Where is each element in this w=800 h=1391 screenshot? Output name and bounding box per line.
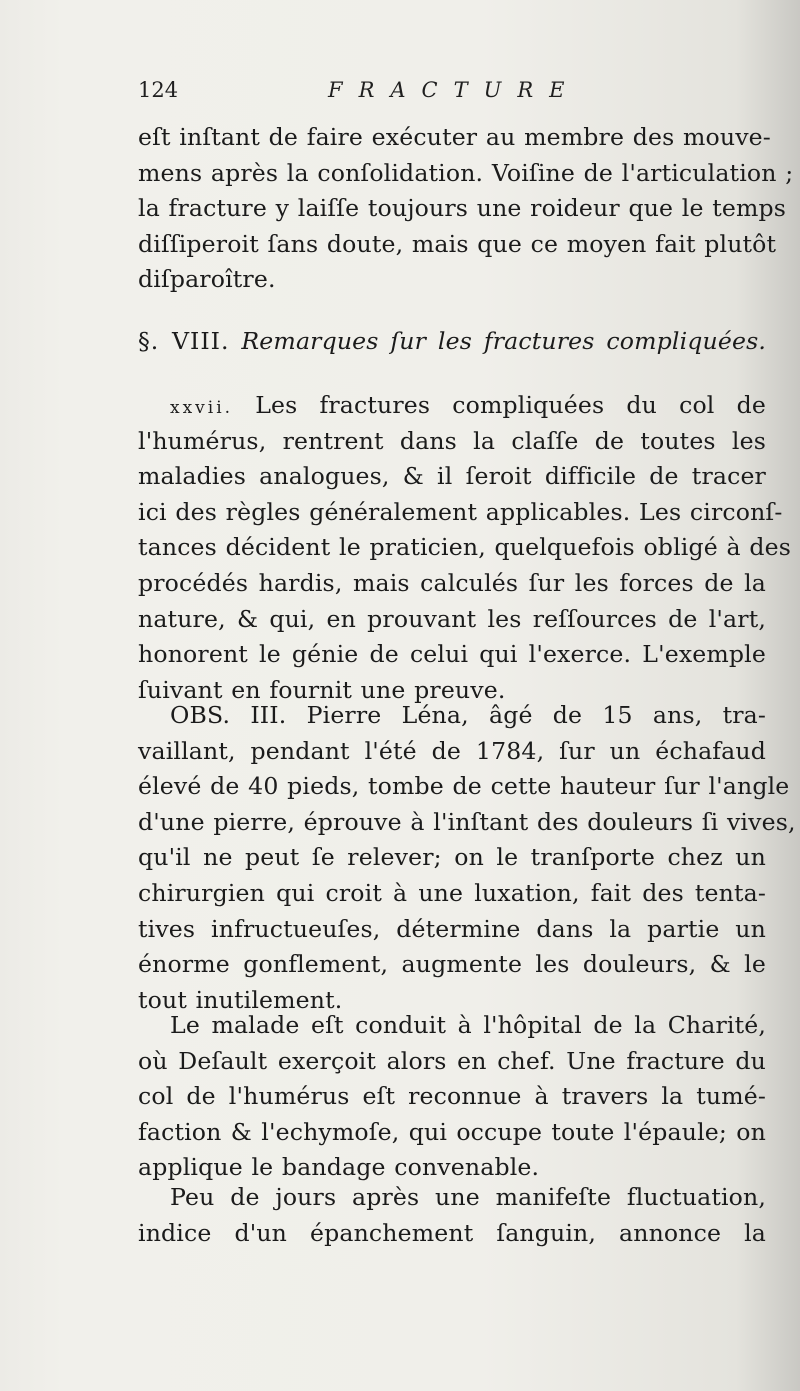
page-header <box>138 78 766 108</box>
text-line: Peu de jours après une manifeſte fluctuation, <box>170 1183 766 1211</box>
section-number: §. VIII. <box>138 327 230 355</box>
paragraph-obs-iii <box>138 698 796 1018</box>
text-line: où Deſault exerçoit alors en chef. Une fracture du <box>138 1046 766 1075</box>
section-heading <box>138 324 766 360</box>
text-line: qu'il ne peut ſe relever; on le tranſporte chez un <box>138 843 766 872</box>
text-line: énorme gonflement, augmente les douleurs, & le <box>138 950 766 979</box>
paragraph-first-line: Les fractures compliquées du col de <box>255 391 766 419</box>
paragraph-charite <box>138 1008 766 1186</box>
text-line: ici des règles généralement applicables. Les circonſ- <box>138 497 783 526</box>
text-line: chirurgien qui croit à une luxation, fait des tenta- <box>138 878 766 907</box>
text-line: faction & l'echymoſe, qui occupe toute l'épaule; on <box>138 1117 766 1146</box>
text-line: tives infructueuſes, détermine dans la partie un <box>138 914 766 943</box>
text-line: d'une pierre, éprouve à l'inſtant des douleurs ſi vives, <box>138 807 796 836</box>
paragraph-label: xxvii. <box>170 398 234 418</box>
text-line: diſparoître. <box>138 265 276 294</box>
text-line: maladies analogues, & il ſeroit difficile de tracer <box>138 462 766 491</box>
text-line: nature, & qui, en prouvant les reſſources de l'art, <box>138 604 766 633</box>
paragraph-continuation <box>138 120 794 298</box>
text-line: ſuivant en fournit une preuve. <box>138 675 506 704</box>
text-line: applique le bandage convenable. <box>138 1153 540 1182</box>
text-line: indice d'un épanchement ſanguin, annonce la <box>138 1218 766 1247</box>
text-line: col de l'humérus eſt reconnue à travers la tumé- <box>138 1082 766 1111</box>
paragraph-epanchement <box>138 1180 766 1251</box>
running-title: FRACTURE <box>328 78 581 102</box>
text-line: vaillant, pendant l'été de 1784, ſur un échafaud <box>138 736 766 765</box>
text-line: Le malade eſt conduit à l'hôpital de la Charité, <box>170 1011 766 1039</box>
text-line: tout inutilement. <box>138 985 343 1014</box>
text-line: procédés hardis, mais calculés ſur les forces de la <box>138 568 766 597</box>
page-number: 124 <box>138 78 179 102</box>
text-line: honorent le génie de celui qui l'exerce. L'exemple <box>138 640 766 669</box>
text-line: élevé de 40 pieds, tombe de cette hauteur ſur l'angle <box>138 772 790 801</box>
text-line: eſt inſtant de faire exécuter au membre des mouve- <box>138 123 771 151</box>
text-line: l'humérus, rentrent dans la claſſe de toutes les <box>138 426 766 455</box>
text-line: tances décident le praticien, quelquefois obligé à des <box>138 533 791 562</box>
text-line <box>138 388 766 424</box>
text-line: OBS. III. Pierre Léna, âgé de 15 ans, tra- <box>170 701 766 729</box>
section-title: Remarques ſur les fractures compliquées. <box>241 327 767 355</box>
text-line: diſſiperoit ſans doute, mais que ce moyen fait plutôt <box>138 229 777 258</box>
text-line: mens après la conſolidation. Voiſine de l'articulation ; <box>138 158 794 187</box>
text-line: la fracture y laiſſe toujours une roideur que le temps <box>138 194 787 223</box>
paragraph-xxvii <box>138 388 791 708</box>
